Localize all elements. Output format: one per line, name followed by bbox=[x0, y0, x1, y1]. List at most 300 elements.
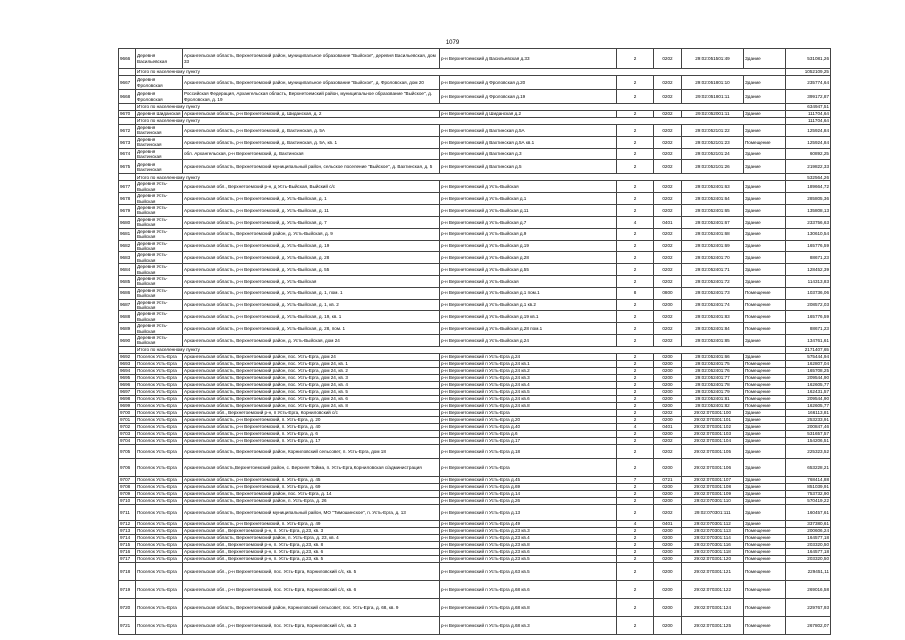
table-row bbox=[119, 395, 831, 402]
table-row bbox=[119, 252, 831, 264]
code-subgroup: 0200 bbox=[654, 598, 682, 616]
full-address: Архангельская область, Верхнетоемский район, муниципальное образование "Выйское", деревня Васильевская, дом 33 bbox=[183, 49, 440, 69]
row-number: 9670 bbox=[119, 111, 136, 118]
table-row bbox=[119, 458, 831, 476]
object-type: Помещение bbox=[744, 541, 786, 548]
code-subgroup: 0202 bbox=[654, 444, 682, 458]
code-subgroup: 0200 bbox=[654, 360, 682, 367]
object-type: Здание bbox=[744, 252, 786, 264]
settlement-name: Поселок Усть-Ерга bbox=[136, 409, 183, 416]
code-group: 2 bbox=[617, 228, 654, 240]
object-type: Помещение bbox=[744, 598, 786, 616]
cadastral-number: 29:02:052401:79 bbox=[682, 388, 744, 395]
full-address: Архангельская область, Верхнетоемский район, Корниловский сельсовет, п. Усть-Ерга, дом 18 bbox=[183, 444, 440, 458]
row-number: 9718 bbox=[119, 562, 136, 580]
short-address: р-н Верхнетоемский д Фроловская д.20 bbox=[440, 76, 617, 90]
table-row bbox=[119, 193, 831, 205]
full-address: Архангельская обл., р-н Верхнетоемский, пос. Усть-Ерга, Корниловский с/с, кв. 3 bbox=[183, 616, 440, 634]
settlement-name: Деревня Усть-Выйская bbox=[136, 311, 183, 323]
cadastral-value: 130610,54 bbox=[786, 228, 831, 240]
object-type: Помещение bbox=[744, 395, 786, 402]
cadastral-value: 229767,93 bbox=[786, 598, 831, 616]
code-subgroup: 0200 bbox=[654, 616, 682, 634]
code-group: 2 bbox=[617, 49, 654, 69]
row-number: 9682 bbox=[119, 240, 136, 252]
row-number: 9687 bbox=[119, 299, 136, 311]
page-number: 1079 bbox=[445, 40, 460, 46]
table-row bbox=[119, 160, 831, 174]
table-row bbox=[119, 497, 831, 504]
cadastral-value: 128452,39 bbox=[786, 264, 831, 276]
short-address: р-н Верхнетоемский п Усть-Ерга д.69 bbox=[440, 483, 617, 490]
cadastral-number: 29:02:070301:105 bbox=[682, 444, 744, 458]
full-address: Архангельская область, Верхнетоемский район, пос. Усть-Ерга, дом 24, кв. 3 bbox=[183, 374, 440, 381]
row-number: 9716 bbox=[119, 548, 136, 555]
short-address: р-н Верхнетоемский д Усть-Выйская д.19 кв.1 bbox=[440, 311, 617, 323]
row-number: 9706 bbox=[119, 458, 136, 476]
short-address: р-н Верхнетоемский д Усть-Выйская д.11 bbox=[440, 205, 617, 217]
cadastral-value: 165776,59 bbox=[786, 311, 831, 323]
settlement-name: Поселок Усть-Ерга bbox=[136, 541, 183, 548]
cadastral-value: 125924,84 bbox=[786, 125, 831, 137]
table-row bbox=[119, 437, 831, 444]
code-subgroup: 0200 bbox=[654, 353, 682, 360]
table-row bbox=[119, 541, 831, 548]
code-group: 7 bbox=[617, 476, 654, 483]
code-subgroup: 0202 bbox=[654, 323, 682, 335]
table-row bbox=[119, 430, 831, 437]
full-address: Архангельская область, Верхнетоемский район, п. Усть-Ерга, д. 23, кв. 4 bbox=[183, 534, 440, 541]
short-address: р-н Верхнетоемский п Усть-Ерга д.24 кв.4 bbox=[440, 381, 617, 388]
short-address: р-н Верхнетоемский п Усть-Ерга д.68 кв.6 bbox=[440, 580, 617, 598]
row-number: 9703 bbox=[119, 430, 136, 437]
settlement-name: Деревня Вахтинская bbox=[136, 125, 183, 137]
code-subgroup: 0202 bbox=[654, 76, 682, 90]
row-number: 9702 bbox=[119, 423, 136, 430]
cadastral-value: 125924,84 bbox=[786, 136, 831, 148]
cadastral-number: 29:02:051501:49 bbox=[682, 49, 744, 69]
row-number: 9715 bbox=[119, 541, 136, 548]
cadastral-value: 570419,22 bbox=[786, 497, 831, 504]
short-address: р-н Верхнетоемский п Усть-Ерга д.68 кв.3 bbox=[440, 616, 617, 634]
cadastral-value: 531081,26 bbox=[786, 49, 831, 69]
object-type: Здание bbox=[744, 437, 786, 444]
short-address: р-н Верхнетоемский д Усть-Выйская д.19 bbox=[440, 240, 617, 252]
short-address: р-н Верхнетоемский п Усть-Ерга д.23 кв.5 bbox=[440, 555, 617, 562]
code-group: 8 bbox=[617, 287, 654, 299]
cadastral-value: 851039,91 bbox=[786, 483, 831, 490]
code-subgroup: 0202 bbox=[654, 275, 682, 287]
object-type: Здание bbox=[744, 216, 786, 228]
object-type: Здание bbox=[744, 483, 786, 490]
object-type: Здание bbox=[744, 264, 786, 276]
code-group: 2 bbox=[617, 275, 654, 287]
code-subgroup: 0202 bbox=[654, 409, 682, 416]
full-address: Архангельская область, Верхнетоемский муниципальный район, МО "Тимошинское", п. Усть-Ерга, д. 13 bbox=[183, 504, 440, 520]
settlement-name: Поселок Усть-Ерга bbox=[136, 616, 183, 634]
code-group: 2 bbox=[617, 483, 654, 490]
row-number: 9700 bbox=[119, 409, 136, 416]
code-group: 2 bbox=[617, 534, 654, 541]
table-row bbox=[119, 125, 831, 137]
cadastral-value: 165708,25 bbox=[786, 367, 831, 374]
cadastral-number: 29:02:052401:85 bbox=[682, 335, 744, 347]
cadastral-number: 29:02:052401:64 bbox=[682, 193, 744, 205]
settlement-name: Деревня Васильевская bbox=[136, 49, 183, 69]
short-address: р-н Верхнетоемский п Усть-Ерга д.68 кв.8 bbox=[440, 598, 617, 616]
full-address: Архангельская область, р-н Верхнетоемский, д. Усть-Выйская, д. 28 bbox=[183, 252, 440, 264]
settlement-name: Деревня Вахтинская bbox=[136, 160, 183, 174]
table-row bbox=[119, 76, 831, 90]
cadastral-value: 165776,59 bbox=[786, 240, 831, 252]
settlement-name: Поселок Усть-Ерга bbox=[136, 353, 183, 360]
full-address: Архангельская область, Верхнетоемский район, пос. Усть-Ерга, д. 14 bbox=[183, 490, 440, 497]
code-subgroup: 0200 bbox=[654, 381, 682, 388]
code-subgroup: 0200 bbox=[654, 430, 682, 437]
full-address: Архангельская область, р-н Верхнетоемский, п. Усть-Ерга, д. 6 bbox=[183, 430, 440, 437]
cadastral-number: 29:02:052401:76 bbox=[682, 367, 744, 374]
settlement-name: Деревня Усть-Выйская bbox=[136, 335, 183, 347]
subtotal-label: Итого по населенному пункту bbox=[136, 104, 786, 111]
short-address: р-н Верхнетоемский д Вахтинская д.5А bbox=[440, 125, 617, 137]
cadastral-number: 29:02:052401:68 bbox=[682, 228, 744, 240]
short-address: р-н Верхнетоемский п Усть-Ерга д.23 кв.8 bbox=[440, 541, 617, 548]
table-row bbox=[119, 323, 831, 335]
table-row bbox=[119, 136, 831, 148]
cadastral-number: 29:02:052401:78 bbox=[682, 381, 744, 388]
object-type: Здание bbox=[744, 193, 786, 205]
code-group: 2 bbox=[617, 598, 654, 616]
cadastral-number: 29:02:052001:11 bbox=[682, 111, 744, 118]
cadastral-value: 399172,87 bbox=[786, 90, 831, 104]
cadastral-value: 203320,50 bbox=[786, 555, 831, 562]
short-address: р-н Верхнетоемский д Шиданская д.2 bbox=[440, 111, 617, 118]
table-row bbox=[119, 148, 831, 160]
code-group: 2 bbox=[617, 323, 654, 335]
subtotal-row bbox=[119, 118, 831, 125]
full-address: Архангельская область, р-н Верхнетоемский, д. Усть-Выйская, д. 19, кв. 1 bbox=[183, 311, 440, 323]
full-address: Архангельская область, Верхнетоемский район, пос. Усть-Ерга, дом 24 bbox=[183, 353, 440, 360]
code-group: 2 bbox=[617, 548, 654, 555]
cadastral-number: 29:02:052401:66 bbox=[682, 353, 744, 360]
table-row bbox=[119, 90, 831, 104]
cadastral-value: 164577,18 bbox=[786, 534, 831, 541]
settlement-name: Деревня Вахтинская bbox=[136, 148, 183, 160]
cadastral-value: 154206,51 bbox=[786, 437, 831, 444]
full-address: Архангельская обл., Верхнетоемский р-н, п. Усть-Ерга, д.23, кв. 3 bbox=[183, 527, 440, 534]
short-address: р-н Верхнетоемский д Вахтинская д.5 bbox=[440, 160, 617, 174]
row-number: 9689 bbox=[119, 323, 136, 335]
row-number: 9708 bbox=[119, 483, 136, 490]
code-subgroup: 0202 bbox=[654, 252, 682, 264]
full-address: Архангельская область, Верхнетоемский район, пос. Усть-Ерга, дом 24, кв. 1 bbox=[183, 360, 440, 367]
code-subgroup: 0200 bbox=[654, 374, 682, 381]
cadastral-number: 29:02:051801:10 bbox=[682, 76, 744, 90]
settlement-name: Поселок Усть-Ерга bbox=[136, 430, 183, 437]
cadastral-number: 29:02:070301:102 bbox=[682, 423, 744, 430]
code-subgroup: 0200 bbox=[654, 527, 682, 534]
cadastral-number: 29:02:070301:107 bbox=[682, 476, 744, 483]
full-address: Архангельская область, р-н Верхнетоемский, д. Шиданская, д. 2 bbox=[183, 111, 440, 118]
cadastral-number: 29:02:070301:122 bbox=[682, 580, 744, 598]
short-address: р-н Верхнетоемский д Усть-Выйская д.7 bbox=[440, 216, 617, 228]
settlement-name: Деревня Усть-Выйская bbox=[136, 205, 183, 217]
settlement-name: Деревня Усть-Выйская bbox=[136, 252, 183, 264]
subtotal-blank bbox=[119, 346, 136, 353]
settlement-name: Поселок Усть-Ерга bbox=[136, 527, 183, 534]
short-address: р-н Верхнетоемский д Усть-Выйская д.28 bbox=[440, 252, 617, 264]
short-address: р-н Верхнетоемский п Усть-Ерга д.24 кв.6 bbox=[440, 395, 617, 402]
cadastral-number: 29:02:052101:23 bbox=[682, 136, 744, 148]
full-address: Архангельская область, р-н Верхнетоемский, д. Усть-Выйская, д. 1, пом. 1 bbox=[183, 287, 440, 299]
subtotal-blank bbox=[119, 118, 136, 125]
object-type: Здание bbox=[744, 520, 786, 527]
object-type: Здание bbox=[744, 490, 786, 497]
code-subgroup: 0200 bbox=[654, 562, 682, 580]
object-type: Здание bbox=[744, 240, 786, 252]
code-subgroup: 0200 bbox=[654, 534, 682, 541]
code-subgroup: 0200 bbox=[654, 416, 682, 423]
settlement-name: Поселок Усть-Ерга bbox=[136, 483, 183, 490]
subtotal-sum: 634947,51 bbox=[786, 104, 831, 111]
row-number: 9672 bbox=[119, 125, 136, 137]
row-number: 9686 bbox=[119, 287, 136, 299]
short-address: р-н Верхнетоемский д Усть-Выйская д.1 кв.2 bbox=[440, 299, 617, 311]
short-address: р-н Верхнетоемский д Усть-Выйская д.1 пом.1 bbox=[440, 287, 617, 299]
short-address: р-н Верхнетоемский д Усть-Выйская д.28 пом.1 bbox=[440, 323, 617, 335]
subtotal-label: Итого по населенному пункту bbox=[136, 118, 786, 125]
object-type: Здание bbox=[744, 125, 786, 137]
object-type: Помещение bbox=[744, 402, 786, 409]
code-subgroup: 0200 bbox=[654, 548, 682, 555]
row-number: 9712 bbox=[119, 520, 136, 527]
full-address: Архангельская область, р-н Верхнетоемский, д. Усть-Выйская, д. 7 bbox=[183, 216, 440, 228]
row-number: 9678 bbox=[119, 193, 136, 205]
object-type: Помещение bbox=[744, 562, 786, 580]
cadastral-number: 29:02:052401:77 bbox=[682, 374, 744, 381]
code-subgroup: 0202 bbox=[654, 437, 682, 444]
object-type: Помещение bbox=[744, 534, 786, 541]
table-row bbox=[119, 228, 831, 240]
code-subgroup: 0202 bbox=[654, 504, 682, 520]
row-number: 9690 bbox=[119, 335, 136, 347]
code-subgroup: 0200 bbox=[654, 497, 682, 504]
cadastral-number: 29:02:070301:110 bbox=[682, 497, 744, 504]
short-address: р-н Верхнетоемский д Усть-Выйская д.9 bbox=[440, 228, 617, 240]
cadastral-value: 114313,83 bbox=[786, 275, 831, 287]
cadastral-value: 164577,18 bbox=[786, 548, 831, 555]
object-type: Здание bbox=[744, 497, 786, 504]
short-address: р-н Верхнетоемский п Усть-Ерга д.23 кв.3 bbox=[440, 527, 617, 534]
subtotal-row bbox=[119, 69, 831, 76]
code-group: 2 bbox=[617, 580, 654, 598]
row-number: 9698 bbox=[119, 395, 136, 402]
object-type: Здание bbox=[744, 111, 786, 118]
code-subgroup: 0401 bbox=[654, 423, 682, 430]
settlement-name: Деревня Вахтинская bbox=[136, 136, 183, 148]
cadastral-value: 88671,23 bbox=[786, 323, 831, 335]
cadastral-value: 768414,88 bbox=[786, 476, 831, 483]
table-row bbox=[119, 504, 831, 520]
code-subgroup: 0202 bbox=[654, 49, 682, 69]
row-number: 9710 bbox=[119, 497, 136, 504]
settlement-name: Поселок Усть-Ерга bbox=[136, 458, 183, 476]
table-row bbox=[119, 388, 831, 395]
short-address: р-н Верхнетоемский д Вахтинская д.5А кв.1 bbox=[440, 136, 617, 148]
full-address: Архангельская область, р-н Верхнетоемский, д. Усть-Выйская, д. 1, кв. 2 bbox=[183, 299, 440, 311]
code-subgroup: 0202 bbox=[654, 148, 682, 160]
cadastral-number: 29:02:070301:116 bbox=[682, 541, 744, 548]
settlement-name: Деревня Усть-Выйская bbox=[136, 216, 183, 228]
table-row bbox=[119, 580, 831, 598]
object-type: Здание bbox=[744, 275, 786, 287]
subtotal-sum: 2171407,65 bbox=[786, 346, 831, 353]
subtotal-blank bbox=[119, 104, 136, 111]
cadastral-number: 29:02:070301:125 bbox=[682, 616, 744, 634]
settlement-name: Деревня Усть-Выйская bbox=[136, 299, 183, 311]
cadastral-value: 253233,91 bbox=[786, 416, 831, 423]
object-type: Здание bbox=[744, 181, 786, 193]
code-group: 2 bbox=[617, 388, 654, 395]
code-group: 2 bbox=[617, 490, 654, 497]
table-row bbox=[119, 476, 831, 483]
cadastral-value: 235774,64 bbox=[786, 76, 831, 90]
code-group: 2 bbox=[617, 299, 654, 311]
code-group: 2 bbox=[617, 416, 654, 423]
cadastral-number: 29:02:052401:84 bbox=[682, 323, 744, 335]
short-address: р-н Верхнетоемский п Усть-Ерга д.40 bbox=[440, 423, 617, 430]
code-subgroup: 0202 bbox=[654, 228, 682, 240]
settlement-name: Поселок Усть-Ерга bbox=[136, 444, 183, 458]
object-type: Здание bbox=[744, 49, 786, 69]
full-address: Архангельская область, р-н Верхнетоемский, д. Усть-Выйская bbox=[183, 275, 440, 287]
code-subgroup: 0202 bbox=[654, 111, 682, 118]
code-group: 2 bbox=[617, 367, 654, 374]
cadastral-number: 29:02:070301:101 bbox=[682, 416, 744, 423]
full-address: Архангельская область, Верхнетоемский район, д. Усть-Выйская, дом 24 bbox=[183, 335, 440, 347]
cadastral-number: 29:02:070301:118 bbox=[682, 548, 744, 555]
code-group: 2 bbox=[617, 252, 654, 264]
row-number: 9704 bbox=[119, 437, 136, 444]
cadastral-value: 162431,57 bbox=[786, 388, 831, 395]
object-type: Здание bbox=[744, 430, 786, 437]
cadastral-number: 29:02:070301:114 bbox=[682, 534, 744, 541]
full-address: Архангельская область, р-н Верхнетоемский, д. Усть-Выйская, д. 19 bbox=[183, 240, 440, 252]
cadastral-number: 29:02:052401:67 bbox=[682, 216, 744, 228]
code-group: 2 bbox=[617, 311, 654, 323]
cadastral-value: 189664,72 bbox=[786, 181, 831, 193]
cadastral-number: 29:02:070301:106 bbox=[682, 458, 744, 476]
cadastral-value: 160457,61 bbox=[786, 504, 831, 520]
cadastral-value: 209544,90 bbox=[786, 374, 831, 381]
settlement-name: Поселок Усть-Ерга bbox=[136, 388, 183, 395]
cadastral-value: 653228,21 bbox=[786, 458, 831, 476]
object-type: Помещение bbox=[744, 381, 786, 388]
code-group: 2 bbox=[617, 458, 654, 476]
settlement-name: Поселок Усть-Ерга bbox=[136, 437, 183, 444]
subtotal-blank bbox=[119, 174, 136, 181]
code-group: 4 bbox=[617, 520, 654, 527]
cadastral-value: 208572,03 bbox=[786, 299, 831, 311]
cadastral-value: 209544,90 bbox=[786, 395, 831, 402]
row-number: 9675 bbox=[119, 160, 136, 174]
subtotal-label: Итого по населенному пункту bbox=[136, 69, 786, 76]
cadastral-number: 29:02:070301:124 bbox=[682, 598, 744, 616]
row-number: 9668 bbox=[119, 90, 136, 104]
row-number: 9684 bbox=[119, 264, 136, 276]
cadastral-value: 225323,52 bbox=[786, 444, 831, 458]
settlement-name: Поселок Усть-Ерга bbox=[136, 367, 183, 374]
short-address: р-н Верхнетоемский п Усть-Ерга д.24 кв.2 bbox=[440, 367, 617, 374]
table-body bbox=[119, 49, 831, 635]
full-address: Архангельская обл., р-н Верхнетоемский, пос. Усть-Ерга, Корниловский с/с, кв. 5 bbox=[183, 562, 440, 580]
cadastral-value: 203320,50 bbox=[786, 541, 831, 548]
row-number: 9719 bbox=[119, 580, 136, 598]
code-group: 4 bbox=[617, 423, 654, 430]
code-group: 2 bbox=[617, 374, 654, 381]
code-subgroup: 0721 bbox=[654, 476, 682, 483]
object-type: Помещение bbox=[744, 323, 786, 335]
code-group: 2 bbox=[617, 90, 654, 104]
code-subgroup: 0202 bbox=[654, 181, 682, 193]
full-address: Архангельская область, р-н Верхнетоемский, д. Усть-Выйская, д. 28, пом. 1 bbox=[183, 323, 440, 335]
full-address: обл. Архангельская, р-н Верхнетоемский, д. Вахтинская bbox=[183, 148, 440, 160]
code-group: 2 bbox=[617, 555, 654, 562]
row-number: 9685 bbox=[119, 275, 136, 287]
code-group: 2 bbox=[617, 409, 654, 416]
row-number: 9699 bbox=[119, 402, 136, 409]
full-address: Архангельская область, р-н Верхнетоемский, д. Вахтинская, д. 5А bbox=[183, 125, 440, 137]
code-subgroup: 0200 bbox=[654, 490, 682, 497]
table-row bbox=[119, 374, 831, 381]
cadastral-number: 29:02:052401:81 bbox=[682, 395, 744, 402]
full-address: Архангельская область, Верхнетоемский район, Корниловский сельсовет, пос. Усть-Ерга, д. 68, кв. 9 bbox=[183, 598, 440, 616]
code-group: 2 bbox=[617, 430, 654, 437]
code-group: 2 bbox=[617, 76, 654, 90]
code-group: 2 bbox=[617, 360, 654, 367]
code-subgroup: 0401 bbox=[654, 216, 682, 228]
cadastral-value: 134761,61 bbox=[786, 335, 831, 347]
settlement-name: Деревня Фроловская bbox=[136, 76, 183, 90]
code-subgroup: 0202 bbox=[654, 125, 682, 137]
full-address: Архангельская область, Верхнетоемский район, муниципальное образование "Выйское", д. Фроловская, дом 20 bbox=[183, 76, 440, 90]
settlement-name: Деревня Усть-Выйская bbox=[136, 275, 183, 287]
short-address: р-н Верхнетоемский п Усть-Ерга д.26 bbox=[440, 497, 617, 504]
code-group: 2 bbox=[617, 193, 654, 205]
cadastral-value: 162807,04 bbox=[786, 360, 831, 367]
full-address: Архангельская область, р-н Верхнетоемский, д. Усть-Выйская, д. 11 bbox=[183, 205, 440, 217]
code-group: 2 bbox=[617, 111, 654, 118]
full-address: Архангельская область, Верхнетоемский район, пос. Усть-Ерга, дом 24, кв. 6 bbox=[183, 395, 440, 402]
table-row bbox=[119, 49, 831, 69]
full-address: Архангельская область, р-н Верхнетоемский, д. Вахтинская, д. 5А, кв. 1 bbox=[183, 136, 440, 148]
object-type: Помещение bbox=[744, 527, 786, 534]
subtotal-label: Итого по населенному пункту bbox=[136, 346, 786, 353]
code-subgroup: 0200 bbox=[654, 395, 682, 402]
short-address: р-н Верхнетоемский п Усть-Ерга д.13 bbox=[440, 504, 617, 520]
code-subgroup: 0202 bbox=[654, 205, 682, 217]
table-row bbox=[119, 181, 831, 193]
code-group: 2 bbox=[617, 160, 654, 174]
full-address: Архангельская область, р-н Верхнетоемский, п. Усть-Ерга, д. 20 bbox=[183, 416, 440, 423]
cadastral-number: 29:02:052401:72 bbox=[682, 275, 744, 287]
row-number: 9683 bbox=[119, 252, 136, 264]
code-subgroup: 0202 bbox=[654, 193, 682, 205]
table-row bbox=[119, 367, 831, 374]
code-group: 4 bbox=[617, 216, 654, 228]
object-type: Здание bbox=[744, 353, 786, 360]
table-row bbox=[119, 490, 831, 497]
